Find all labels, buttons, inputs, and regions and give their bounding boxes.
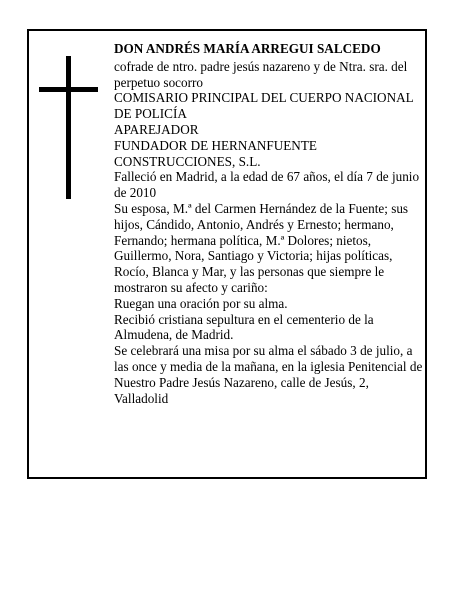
mass-details: Se celebrará una misa por su alma el sábado 3 de julio, a las once y media de la mañana, en la iglesia Penitencial de Nuestro Padre Jesús Nazareno, calle de Jesús, 2, Valladolid	[114, 343, 423, 406]
obituary-text	[114, 41, 426, 406]
death-details: Falleció en Madrid, a la edad de 67 años, el día 7 de junio de 2010	[114, 169, 420, 201]
brotherhood-line: cofrade de ntro. padre jesús nazareno y de Ntra. sra. del perpetuo socorro	[114, 58, 408, 90]
prayer-request: Ruegan una oración por su alma.	[114, 295, 288, 311]
title-aparejador: APAREJADOR	[114, 121, 199, 137]
cross-vertical-bar	[66, 56, 71, 199]
burial-details: Recibió cristiana sepultura en el cementerio de la Almudena, de Madrid.	[114, 311, 374, 343]
family-list: Su esposa, M.ª del Carmen Hernández de la Fuente; sus hijos, Cándido, Antonio, Andrés y Ernesto; hermano, Fernando; hermana política, M.ª Dolores; nietos, Guillermo, Nora, Santiago y Victoria; hijas políticas, Rocío, Blanca y Mar, y las personas que siempre le mostraron su afecto y cariño:	[114, 200, 409, 295]
deceased-name: DON ANDRÉS MARÍA ARREGUI SALCEDO	[114, 41, 381, 56]
title-police: COMISARIO PRINCIPAL DEL CUERPO NACIONAL DE POLICÍA	[114, 90, 414, 122]
obituary-notice	[27, 29, 427, 479]
title-founder: FUNDADOR DE HERNANFUENTE CONSTRUCCIONES, S.L.	[114, 137, 317, 169]
cross-horizontal-bar	[39, 87, 98, 92]
